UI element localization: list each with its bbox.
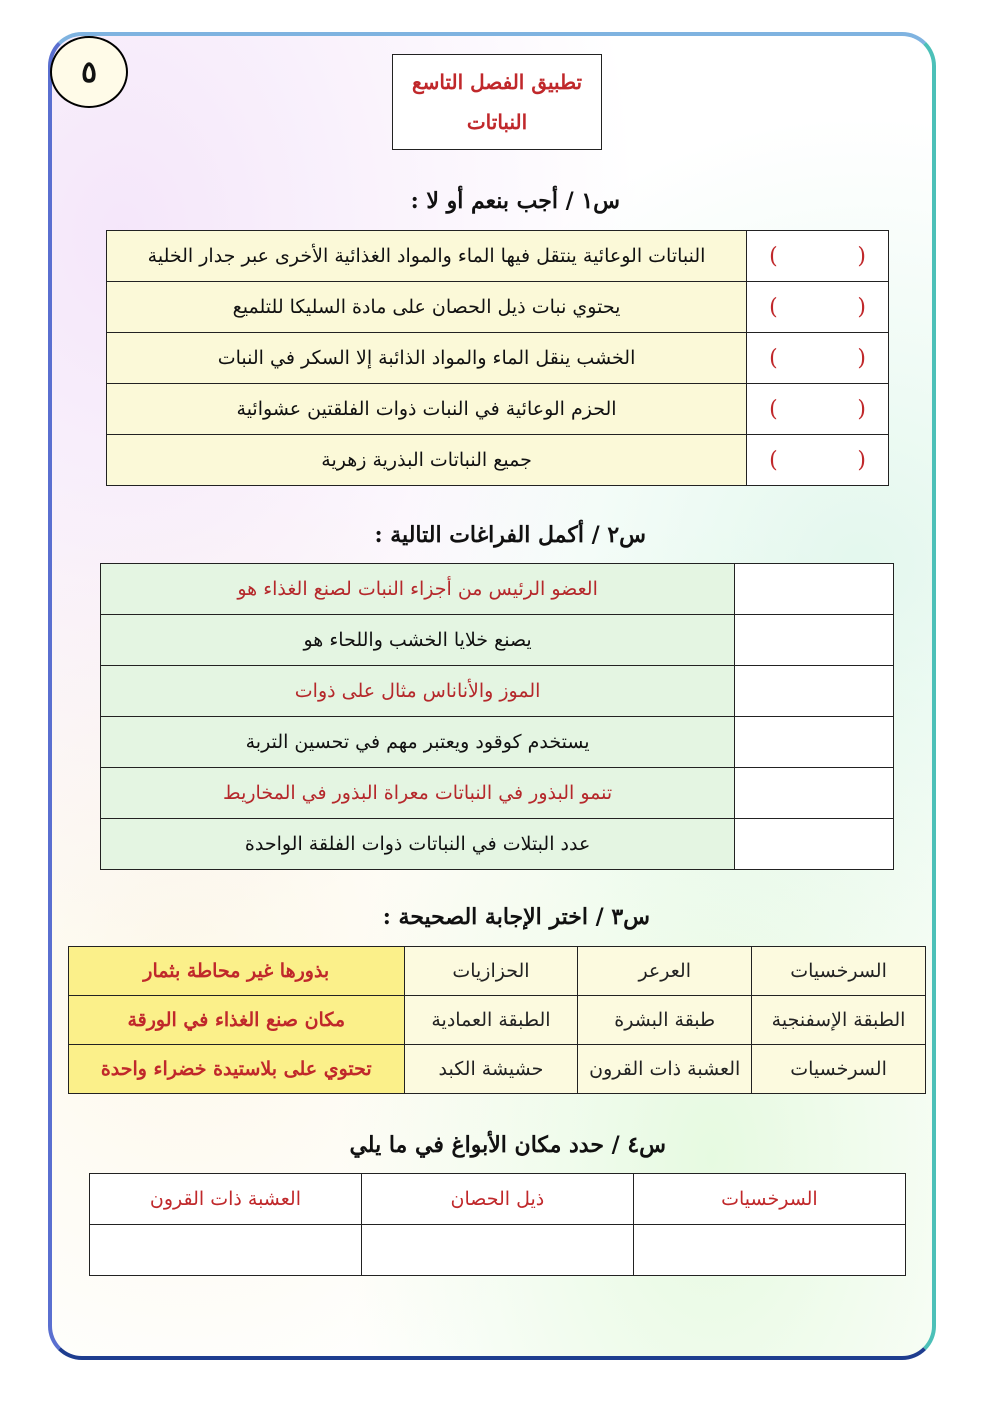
q1-statement: يحتوي نبات ذيل الحصان على مادة السليكا للتلميع bbox=[107, 282, 747, 333]
q1-answer-cell[interactable] bbox=[747, 333, 889, 384]
q2-row bbox=[101, 564, 894, 615]
q1-row bbox=[107, 231, 889, 282]
q4-answer-row bbox=[90, 1225, 906, 1276]
q1-answer-parens bbox=[747, 244, 888, 269]
q2-statement: تنمو البذور في النباتات معراة البذور في المخاريط bbox=[101, 768, 735, 819]
q3-question: مكان صنع الغذاء في الورقة bbox=[69, 996, 405, 1045]
q4-answer-blank[interactable] bbox=[361, 1225, 633, 1276]
q4-answer-blank[interactable] bbox=[633, 1225, 905, 1276]
q2-answer-blank[interactable] bbox=[735, 615, 894, 666]
q1-row bbox=[107, 282, 889, 333]
q4-answer-blank[interactable] bbox=[90, 1225, 362, 1276]
q4-table bbox=[89, 1173, 906, 1276]
q1-answer-cell[interactable] bbox=[747, 435, 889, 486]
q3-option[interactable]: الطبقة العمادية bbox=[404, 996, 578, 1045]
q2-answer-blank[interactable] bbox=[735, 768, 894, 819]
open-paren: ( bbox=[769, 294, 778, 320]
q1-answer-parens bbox=[747, 295, 888, 320]
close-paren: ) bbox=[857, 396, 866, 422]
title-line-2: النباتات bbox=[466, 110, 528, 134]
q2-table bbox=[100, 563, 894, 870]
q1-answer-cell[interactable] bbox=[747, 384, 889, 435]
q1-statement: جميع النباتات البذرية زهرية bbox=[107, 435, 747, 486]
q3-option[interactable]: طبقة البشرة bbox=[578, 996, 752, 1045]
q2-row bbox=[101, 819, 894, 870]
q4-heading: س٤ / حدد مكان الأبواغ في ما يلي bbox=[349, 1132, 666, 1158]
q1-answer-parens bbox=[747, 397, 888, 422]
q1-statement: الخشب ينقل الماء والمواد الذائبة إلا السكر في النبات bbox=[107, 333, 747, 384]
q2-answer-blank[interactable] bbox=[735, 717, 894, 768]
q3-row bbox=[69, 1045, 926, 1094]
q1-heading: س١ / أجب بنعم أو لا : bbox=[410, 188, 620, 214]
q3-option[interactable]: الطبقة الإسفنجية bbox=[752, 996, 926, 1045]
q3-option[interactable]: السرخسيات bbox=[752, 1045, 926, 1094]
q1-answer-cell[interactable] bbox=[747, 282, 889, 333]
q2-statement: يصنع خلايا الخشب واللحاء هو bbox=[101, 615, 735, 666]
q4-header-row bbox=[90, 1174, 906, 1225]
q4-header-cell: السرخسيات bbox=[633, 1174, 905, 1225]
q1-answer-parens bbox=[747, 448, 888, 473]
q2-answer-blank[interactable] bbox=[735, 819, 894, 870]
q1-statement: النباتات الوعائية ينتقل فيها الماء والمواد الغذائية الأخرى عبر جدار الخلية bbox=[107, 231, 747, 282]
q3-question: بذورها غير محاطة بثمار bbox=[69, 947, 405, 996]
q1-row bbox=[107, 333, 889, 384]
q2-heading: س٢ / أكمل الفراغات التالية : bbox=[374, 522, 646, 548]
q2-row bbox=[101, 768, 894, 819]
open-paren: ( bbox=[769, 447, 778, 473]
q2-statement: عدد البتلات في النباتات ذوات الفلقة الواحدة bbox=[101, 819, 735, 870]
q1-answer-parens bbox=[747, 346, 888, 371]
q2-row bbox=[101, 666, 894, 717]
q1-table bbox=[106, 230, 889, 486]
q2-statement: العضو الرئيس من أجزاء النبات لصنع الغذاء هو bbox=[101, 564, 735, 615]
q3-table bbox=[68, 946, 926, 1094]
close-paren: ) bbox=[857, 447, 866, 473]
q4-header-cell: العشبة ذات القرون bbox=[90, 1174, 362, 1225]
q2-answer-blank[interactable] bbox=[735, 666, 894, 717]
q3-option[interactable]: العرعر bbox=[578, 947, 752, 996]
q1-statement: الحزم الوعائية في النبات ذوات الفلقتين عشوائية bbox=[107, 384, 747, 435]
q3-option[interactable]: السرخسيات bbox=[752, 947, 926, 996]
open-paren: ( bbox=[769, 243, 778, 269]
page-number-badge: ٥ bbox=[50, 36, 128, 108]
q3-question: تحتوي على بلاستيدة خضراء واحدة bbox=[69, 1045, 405, 1094]
q3-row bbox=[69, 996, 926, 1045]
q2-row bbox=[101, 615, 894, 666]
q3-option[interactable]: العشبة ذات القرون bbox=[578, 1045, 752, 1094]
q2-statement: يستخدم كوقود ويعتبر مهم في تحسين التربة bbox=[101, 717, 735, 768]
q3-heading: س٣ / اختر الإجابة الصحيحة : bbox=[382, 904, 650, 930]
q2-answer-blank[interactable] bbox=[735, 564, 894, 615]
q1-row bbox=[107, 435, 889, 486]
open-paren: ( bbox=[769, 345, 778, 371]
q3-row bbox=[69, 947, 926, 996]
q3-option[interactable]: الحزازيات bbox=[404, 947, 578, 996]
q4-header-cell: ذيل الحصان bbox=[361, 1174, 633, 1225]
title-box bbox=[392, 54, 602, 150]
open-paren: ( bbox=[769, 396, 778, 422]
close-paren: ) bbox=[857, 243, 866, 269]
title-line-1: تطبيق الفصل التاسع bbox=[411, 70, 583, 94]
close-paren: ) bbox=[857, 345, 866, 371]
q3-option[interactable]: حشيشة الكبد bbox=[404, 1045, 578, 1094]
q1-answer-cell[interactable] bbox=[747, 231, 889, 282]
q2-row bbox=[101, 717, 894, 768]
close-paren: ) bbox=[857, 294, 866, 320]
q2-statement: الموز والأناناس مثال على ذوات bbox=[101, 666, 735, 717]
q1-row bbox=[107, 384, 889, 435]
